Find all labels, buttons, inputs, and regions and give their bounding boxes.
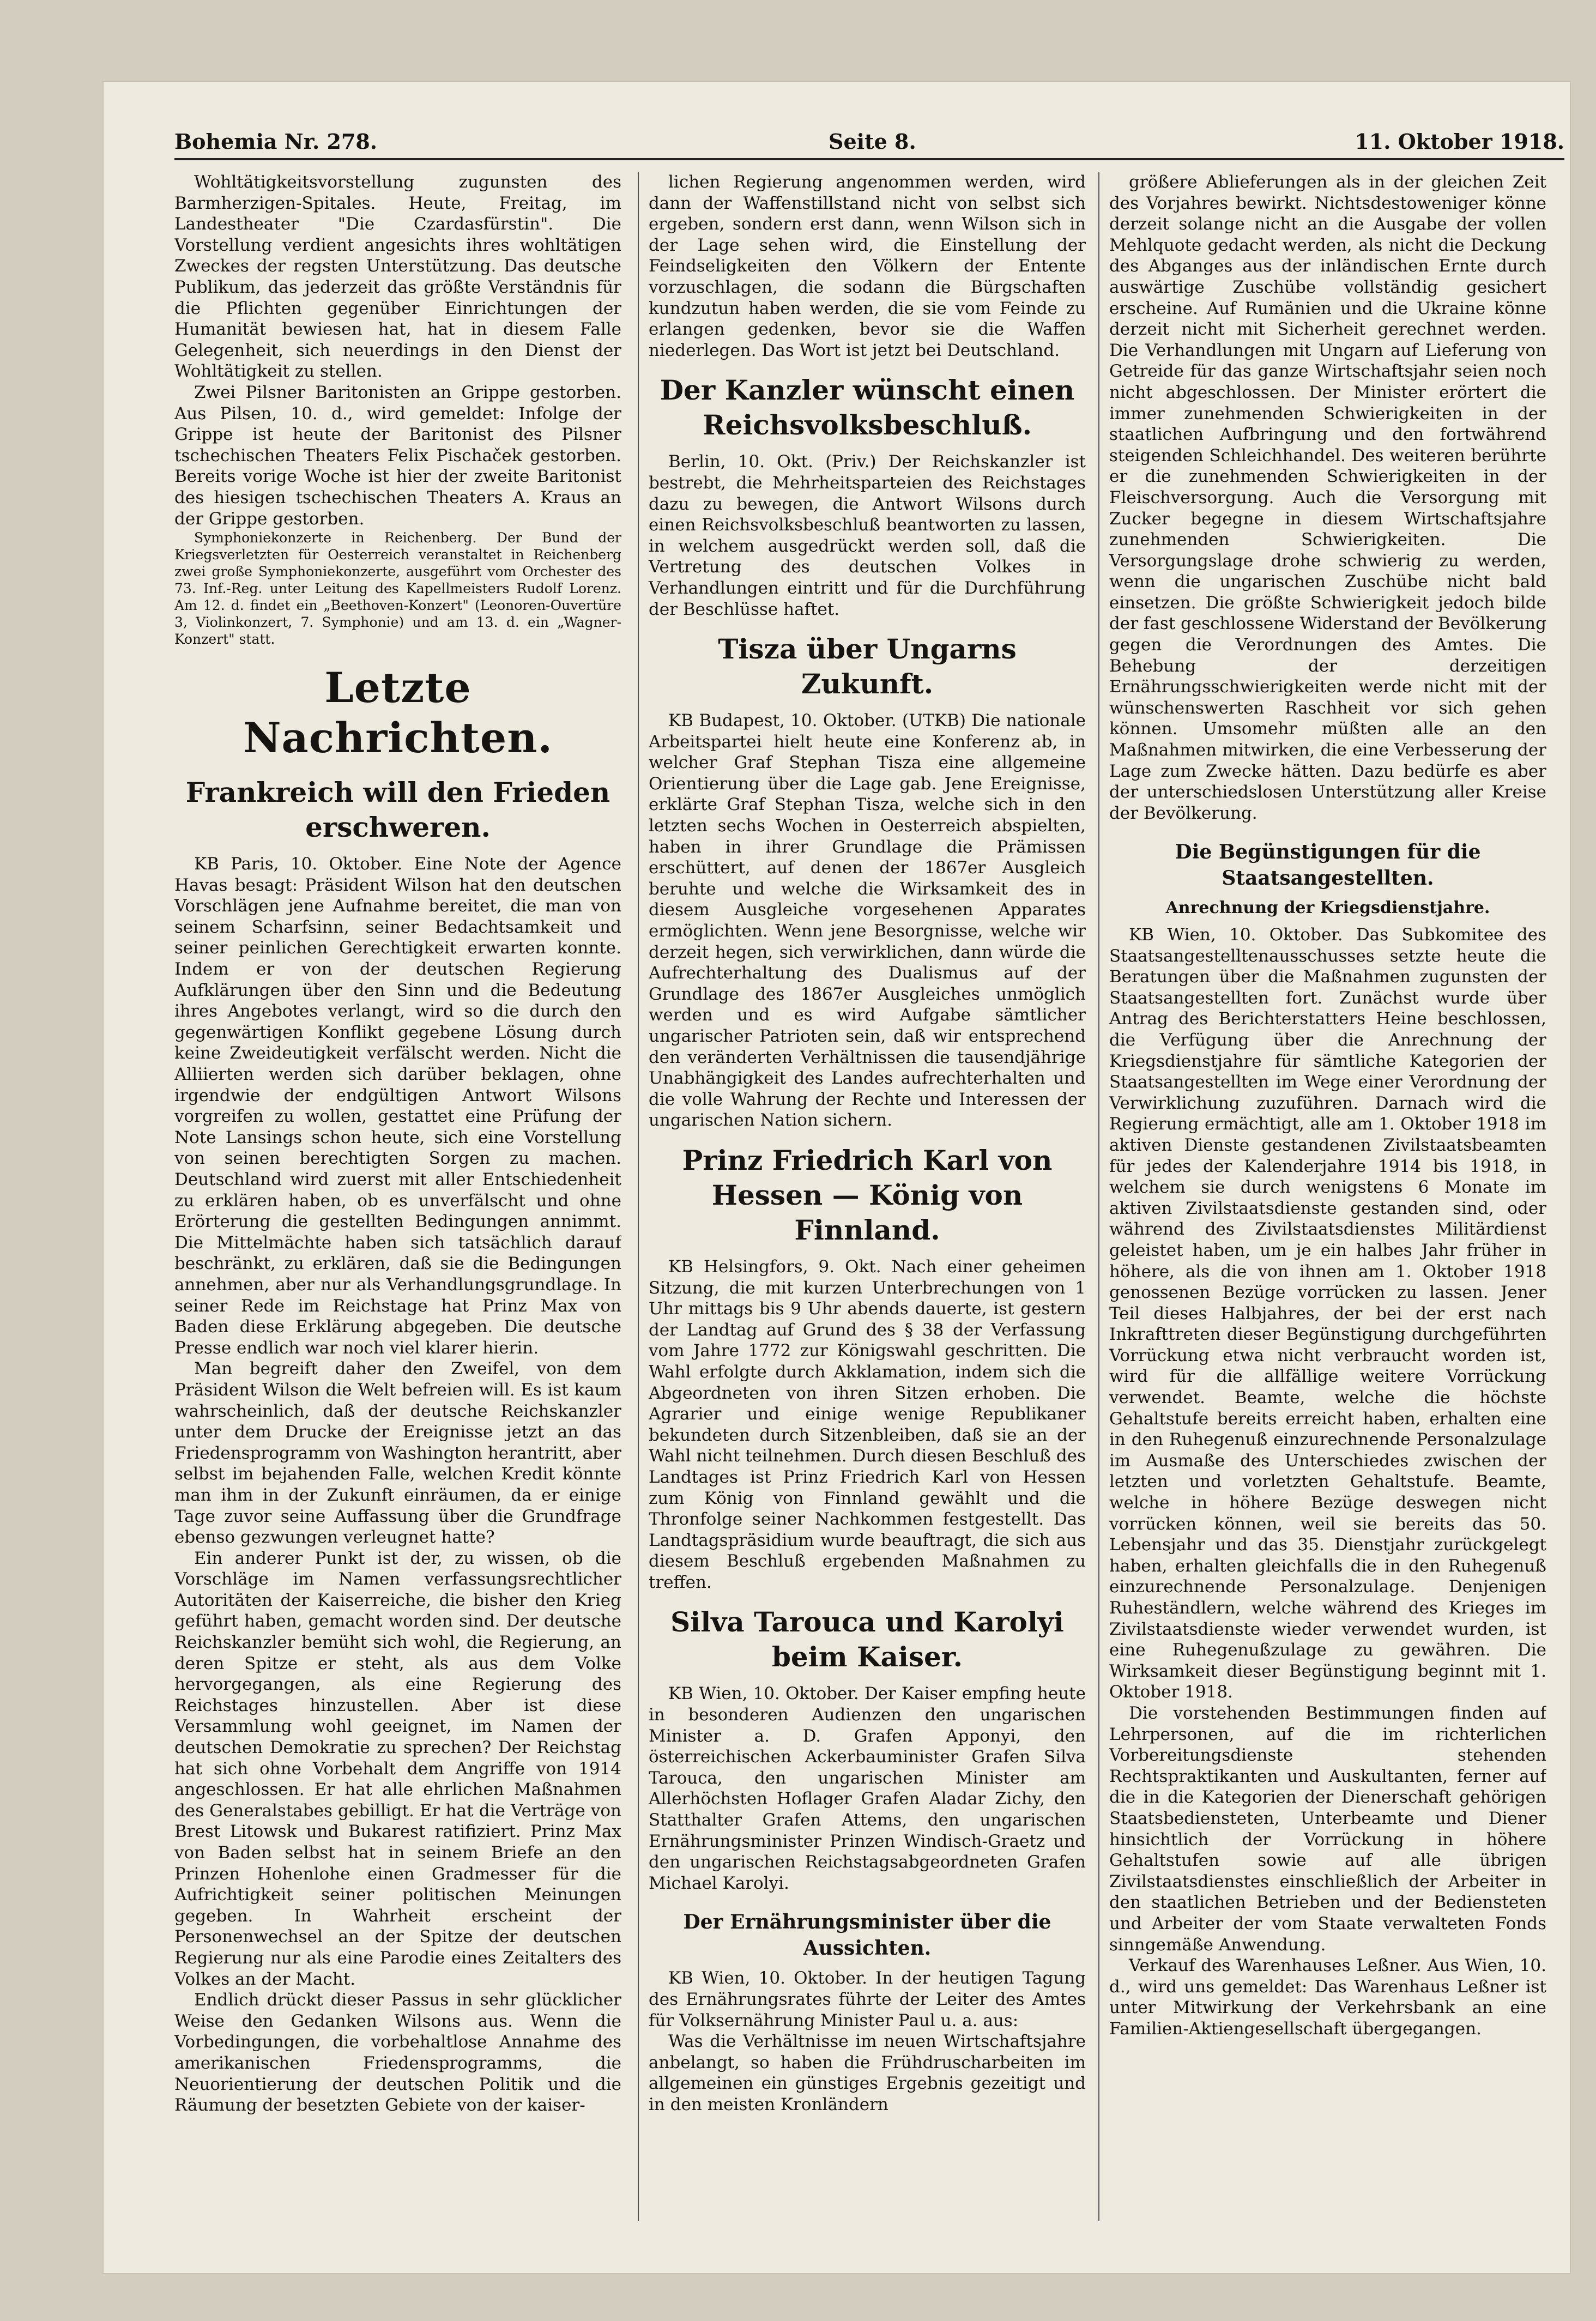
column-2	[638, 172, 1086, 2221]
article-baritonisten: Zwei Pilsner Baritonisten an Grippe gestorben. Aus Pilsen, 10. d., wird gemeldet: Infolge der Grippe ist heute der Baritonist des Pilsner tschechischen Theaters Felix Pischaček gestorben. Bereits vorige Woche ist hier der zweite Baritonist des hiesigen tschechischen Theaters A. Kraus an der Grippe gestorben.	[174, 382, 621, 529]
article-tisza: KB Budapest, 10. Oktober. (UTKB) Die nationale Arbeitspartei hielt heute eine Konferenz ab, in welcher Graf Stephan Tisza eine allgemeine Orientierung über die Lage gab. Jene Ereignisse, erklärte Graf Stephan Tisza, welche sich in den letzten sechs Wochen in Oesterreich abspielten, haben in ihrer Grundlage die Prämissen erschüttert, auf denen der 1867er Ausgleich beruhte und welche die Wirksamkeit des in diesem Ausgleiche vorgesehenen Apparates ermöglichten. Wenn jene Besorgnisse, welche wir derzeit hegen, sich verwirklichen, dann würde die Aufrechterhaltung des Dualismus auf der Grundlage des 1867er Ausgleiches unmöglich werden und es wird Aufgabe sämtlicher ungarischer Patrioten sein, daß wir entsprechend den veränderten Verhältnissen die tausendjährige Unabhängigkeit des Landes aufrechterhalten und die volle Wahrung der Rechte und Interessen der ungarischen Nation sichern.	[649, 711, 1086, 1131]
headline-silva: Silva Tarouca und Karolyi beim Kaiser.	[670, 1606, 1064, 1673]
article-beguenstigungen-cont: Die vorstehenden Bestimmungen finden auf Lehrpersonen, auf die im richterlichen Vorbereitungsdienste stehenden Rechtspraktikanten und Auskultanten, ferner auf die in die Kategorien der Dienerschaft gehörigen Staatsbediensteten, Unterbeamte und Diener hinsichtlich der Vorrückung in höhere Gehaltstufen sowie auf alle übrigen Zivilstaatsdienstes einschließlich der Arbeiter in den staatlichen Betrieben und der Bediensteten und Arbeiter der vom Staate verwalteten Fonds sinngemäße Anwendung.	[1109, 1703, 1546, 1955]
article-frankreich-cont-1: Man begreift daher den Zweifel, von dem Präsident Wilson die Welt befreien will. Es ist kaum wahrscheinlich, daß der deutsche Reichskanzler unter dem Drucke der Ereignisse jetzt an das Friedensprogramm von Washington herantritt, aber selbst im bejahenden Falle, welchen Kredit könnte man ihm in der Zukunft einräumen, da er einige Tage zuvor seine Auffassung über die Grundfrage ebenso gezwungen verleugnet hatte?	[174, 1359, 621, 1548]
article-prinz: KB Helsingfors, 9. Okt. Nach einer geheimen Sitzung, die mit kurzen Unterbrechungen von 1 Uhr mittags bis 9 Uhr abends dauerte, ist gestern der Landtag auf Grund des § 38 der Verfassung vom Jahre 1772 zur Königswahl geschritten. Die Wahl erfolgte durch Akklamation, indem sich die Abgeordneten von ihren Sitzen erhoben. Die Agrarier und einige wenige Republikaner bekundeten durch Sitzenbleiben, daß sie an der Wahl nicht teilnehmen. Durch diesen Beschluß des Landtages ist Prinz Friedrich Karl von Hessen zum König von Finnland gewählt und die Thronfolge seiner Nachkommen festgestellt. Das Landtagspräsidium wurde beauftragt, die sich aus diesem Beschluß ergebenden Maßnahmen zu treffen.	[649, 1256, 1086, 1592]
article-silva: KB Wien, 10. Oktober. Der Kaiser empfing heute in besonderen Audienzen den ungarischen Minister a. D. Grafen Apponyi, den österreichischen Ackerbauminister Grafen Silva Tarouca, den ungarischen Minister am Allerhöchsten Hoflager Grafen Aladar Zichy, den Statthalter Grafen Attems, den ungarischen Ernährungsminister Prinzen Windisch-Graetz und den ungarischen Reichstagsabgeordneten Grafen Michael Karolyi.	[649, 1684, 1086, 1893]
article-frankreich-end: lichen Regierung angenommen werden, wird dann der Waffenstillstand nicht von selbst sich ergeben, sondern erst dann, wenn Wilson sich in der Lage sehen wird, die Einstellung der Feindseligkeiten den Völkern der Entente vorzuschlagen, die sodann die Bürgschaften kundzutun haben werden, die sie vom Feinde zu erlangen gedenken, bevor sie die Waffen niederlegen. Das Wort ist jetzt bei Deutschland.	[649, 172, 1086, 360]
article-frankreich-cont-3: Endlich drückt dieser Passus in sehr glücklicher Weise den Gedanken Wilsons aus. Wenn die Vorbedingungen, die vorbehaltlose Annahme des amerikanischen Friedensprogramms, die Neuorientierung der deutschen Politik und die Räumung der besetzten Gebiete von der kaiser-	[174, 1990, 621, 2116]
paper-issue: Bohemia Nr. 278.	[174, 129, 378, 154]
article-wohltaetigkeit: Wohltätigkeitsvorstellung zugunsten des Barmherzigen-Spitales. Heute, Freitag, im Landestheater "Die Czardasfürstin". Die Vorstellung verdient angesichts ihres wohltätigen Zweckes der regsten Unterstützung. Das deutsche Publikum, das jederzeit das größte Verständnis für die Pflichten gegenüber Einrichtungen der Humanität bewiesen hat, hat in diesem Falle Gelegenheit, sich neuerdings in den Dienst der Wohltätigkeit zu stellen.	[174, 172, 621, 382]
headline-beguenstigungen: Die Begünstigungen für die Staatsangestellten.	[1175, 841, 1481, 890]
headline-frankreich: Frankreich will den Frieden erschweren.	[185, 776, 610, 844]
headline-prinz: Prinz Friedrich Karl von Hessen — König von Finnland.	[682, 1144, 1053, 1246]
subheadline-kriegsdienstjahre: Anrechnung der Kriegsdienstjahre.	[1165, 898, 1490, 918]
column-3	[1098, 172, 1546, 2221]
page-header	[174, 120, 1564, 160]
newspaper-page	[104, 82, 1570, 2273]
section-headline: Letzte Nachrichten.	[243, 663, 553, 763]
article-frankreich: KB Paris, 10. Oktober. Eine Note der Agence Havas besagt: Präsident Wilson hat den deutschen Vorschlägen jene Aufnahme bereitet, die man von seinem Scharfsinn, seiner Bedachtsamkeit und seiner peinlichen Gerechtigkeit erwarten konnte. Indem er von der deutschen Regierung Aufklärungen über den Sinn und die Bedeutung ihres Angebotes verlangt, wird so die durch den gegenwärtigen Konflikt gegebene Lösung durch keine Zweideutigkeit verfälscht werden. Nicht die Alliierten werden sich darüber beklagen, ohne irgendwie der endgültigen Antwort Wilsons vorgreifen zu wollen, gestattet eine Prüfung der Note Lansings schon heute, sich eine Vorstellung von seinen berechtigten Sorgen zu machen. Deutschland wird zuerst mit aller Entschiedenheit zu erklären haben, ob es unverfälscht und ohne Erörterung die gestellten Bedingungen annimmt. Die Mittelmächte haben sich tatsächlich darauf beschränkt, zu erklären, daß sie die Bedingungen annehmen, aber nur als Verhandlungsgrundlage. In seiner Rede im Reichstage hat Prinz Max von Baden diese Erklärung abgegeben. Die deutsche Presse endlich war noch viel klarer hierin.	[174, 854, 621, 1358]
article-beguenstigungen: KB Wien, 10. Oktober. Das Subkomitee des Staatsangestelltenausschusses setzte heute die Beratungen über die Maßnahmen zugunsten der Staatsangestellten fort. Zunächst wurde über Antrag des Berichterstatters Heine beschlossen, die Verfügung über die Anrechnung der Kriegsdienstjahre für sämtliche Kategorien der Staatsangestellten im Wege einer Verordnung der Verwirklichung zuzuführen. Darnach wird die Regierung ermächtigt, alle am 1. Oktober 1918 im aktiven Dienste gestandenen Zivilstaatsbeamten für jedes der Kalenderjahre 1914 bis 1918, in welchem sie durch wenigstens 6 Monate im aktiven Zivilstaatsdienste gestanden sind, oder während des Zivilstaatsdienstes Militärdienst geleistet haben, um je ein halbes Jahr früher in höhere, als die von ihnen am 1. Oktober 1918 genossenen Bezüge vorrücken zu lassen. Jener Teil dieses Halbjahres, der bei der erst nach Inkrafttreten dieser Begünstigung durchgeführten Vorrückung etwa nicht verbraucht worden ist, wird für die allfällige weitere Vorrückung verwendet. Beamte, welche die höchste Gehaltstufe bereits erreicht haben, erhalten eine in den Ruhegenuß einzurechnende Personalzulage im Ausmaße des Unterschiedes zwischen der letzten und vorletzten Gehaltstufe. Beamte, welche in höhere Bezüge deswegen nicht vorrücken können, weil sie bereits das 50. Lebensjahr und das 35. Dienstjahr zurückgelegt haben, erhalten gleichfalls die in den Ruhegenuß einzurechnende Personalzulage. Denjenigen Ruheständlern, welche während des Krieges im Zivilstaatsdienste wieder verwendet wurden, ist eine Ruhegenußzulage zu gewähren. Die Wirksamkeit dieser Begünstigung beginnt mit 1. Oktober 1918.	[1109, 925, 1546, 1702]
headline-ernaehrung: Der Ernährungsminister über die Aussichten.	[683, 1911, 1051, 1960]
column-1	[174, 172, 621, 2221]
article-ernaehrung-cont: Was die Verhältnisse im neuen Wirtschaftsjahre anbelangt, so haben die Frühdruscharbeiten im allgemeinen ein günstiges Ergebnis gezeitigt und in den meisten Kronländern	[649, 2032, 1086, 2114]
headline-tisza: Tisza über Ungarns Zukunft.	[718, 633, 1017, 700]
article-frankreich-cont-2: Ein anderer Punkt ist der, zu wissen, ob die Vorschläge im Namen verfassungsrechtlicher Autoritäten der Kaiserreiche, die bisher den Krieg geführt haben, gemacht worden sind. Der deutsche Reichskanzler bemüht sich wohl, die Regierung, an deren Spitze er steht, als aus dem Volke hervorgegangen, als eine Regierung des Reichstages hinzustellen. Aber ist diese Versammlung wohl geeignet, im Namen der deutschen Demokratie zu sprechen? Der Reichstag hat sich ohne Vorbehalt dem Angriffe von 1914 angeschlossen. Er hat alle ehrlichen Maßnahmen des Generalstabes gebilligt. Er hat die Verträge von Brest Litowsk und Bukarest ratifiziert. Prinz Max von Baden selbst hat in seinem Briefe an den Prinzen Hohenlohe einen Gradmesser für die Aufrichtigkeit seiner politischen Meinungen gegeben. In Wahrheit erscheint der Personenwechsel an der Spitze der deutschen Regierung nur als eine Parodie eines Zeitalters des Volkes an der Macht.	[174, 1548, 621, 1989]
issue-date: 11. Oktober 1918.	[1355, 129, 1564, 154]
article-kanzler: Berlin, 10. Okt. (Priv.) Der Reichskanzler ist bestrebt, die Mehrheitsparteien des Reichstages dazu zu bewegen, die Antwort Wilsons durch einen Reichsvolksbeschluß beantworten zu lassen, in welchem ausgedrückt werden soll, daß die Vertretung des deutschen Volkes in Verhandlungen eintritt und für die Durchführung der Beschlüsse haftet.	[649, 452, 1086, 619]
article-symphoniekonzerte: Symphoniekonzerte in Reichenberg. Der Bund der Kriegsverletzten für Oesterreich veranstaltet in Reichenberg zwei große Symphoniekonzerte, ausgeführt vom Orchester des 73. Inf.-Reg. unter Leitung des Kapellmeisters Rudolf Lorenz. Am 12. d. findet ein „Beethoven-Konzert" (Leonoren-Ouvertüre 3, Violinkonzert, 7. Symphonie) und am 13. d. ein „Wagner-Konzert" statt.	[174, 530, 621, 648]
page-number: Seite 8.	[829, 129, 916, 154]
article-ernaehrung: KB Wien, 10. Oktober. In der heutigen Tagung des Ernährungsrates führte der Leiter des Amtes für Volksernährung Minister Paul u. a. aus:	[649, 1968, 1086, 2030]
headline-kanzler: Der Kanzler wünscht einen Reichsvolksbeschluß.	[660, 374, 1075, 442]
article-lessner: Verkauf des Warenhauses Leßner. Aus Wien, 10. d., wird uns gemeldet: Das Warenhaus Leßner ist unter Mitwirkung der Verkehrsbank an eine Familien-Aktiengesellschaft übergegangen.	[1109, 1956, 1546, 2039]
article-ernaehrung-end: größere Ablieferungen als in der gleichen Zeit des Vorjahres bewirkt. Nichtsdestoweniger könne derzeit solange nicht an die Ausgabe der vollen Mehlquote gedacht werden, als nicht die Deckung des Abganges aus der inländischen Ernte durch auswärtige Zuschübe vollständig gesichert erscheine. Auf Rumänien und die Ukraine könne derzeit nicht mit Sicherheit gerechnet werden. Die Verhandlungen mit Ungarn auf Lieferung von Getreide für das ganze Wirtschaftsjahr seien noch nicht abgeschlossen. Der Minister erörtert die immer zunehmenden Schwierigkeiten in der staatlichen Aufbringung und den fortwährend steigenden Schleichhandel. Des weiteren berührte er die zunehmenden Schwierigkeiten in der Fleischversorgung. Auch die Versorgung mit Zucker begegne in diesem Wirtschaftsjahre zunehmenden Schwierigkeiten. Die Versorgungslage drohe schwierig zu werden, wenn die ungarischen Zuschübe nicht bald einsetzen. Die größte Schwierigkeit jedoch bilde der fast geschlossene Widerstand der Bevölkerung gegen die Verordnungen des Amtes. Die Behebung der derzeitigen Ernährungsschwierigkeiten werde nicht mit der wünschenswerten Raschheit vor sich gehen können. Umsomehr müßten alle an den Maßnahmen mitwirken, die eine Verbesserung der Lage zum Zwecke hätten. Dazu bedürfe es aber der unterschiedslosen Unterstützung aller Kreise der Bevölkerung.	[1109, 172, 1546, 823]
